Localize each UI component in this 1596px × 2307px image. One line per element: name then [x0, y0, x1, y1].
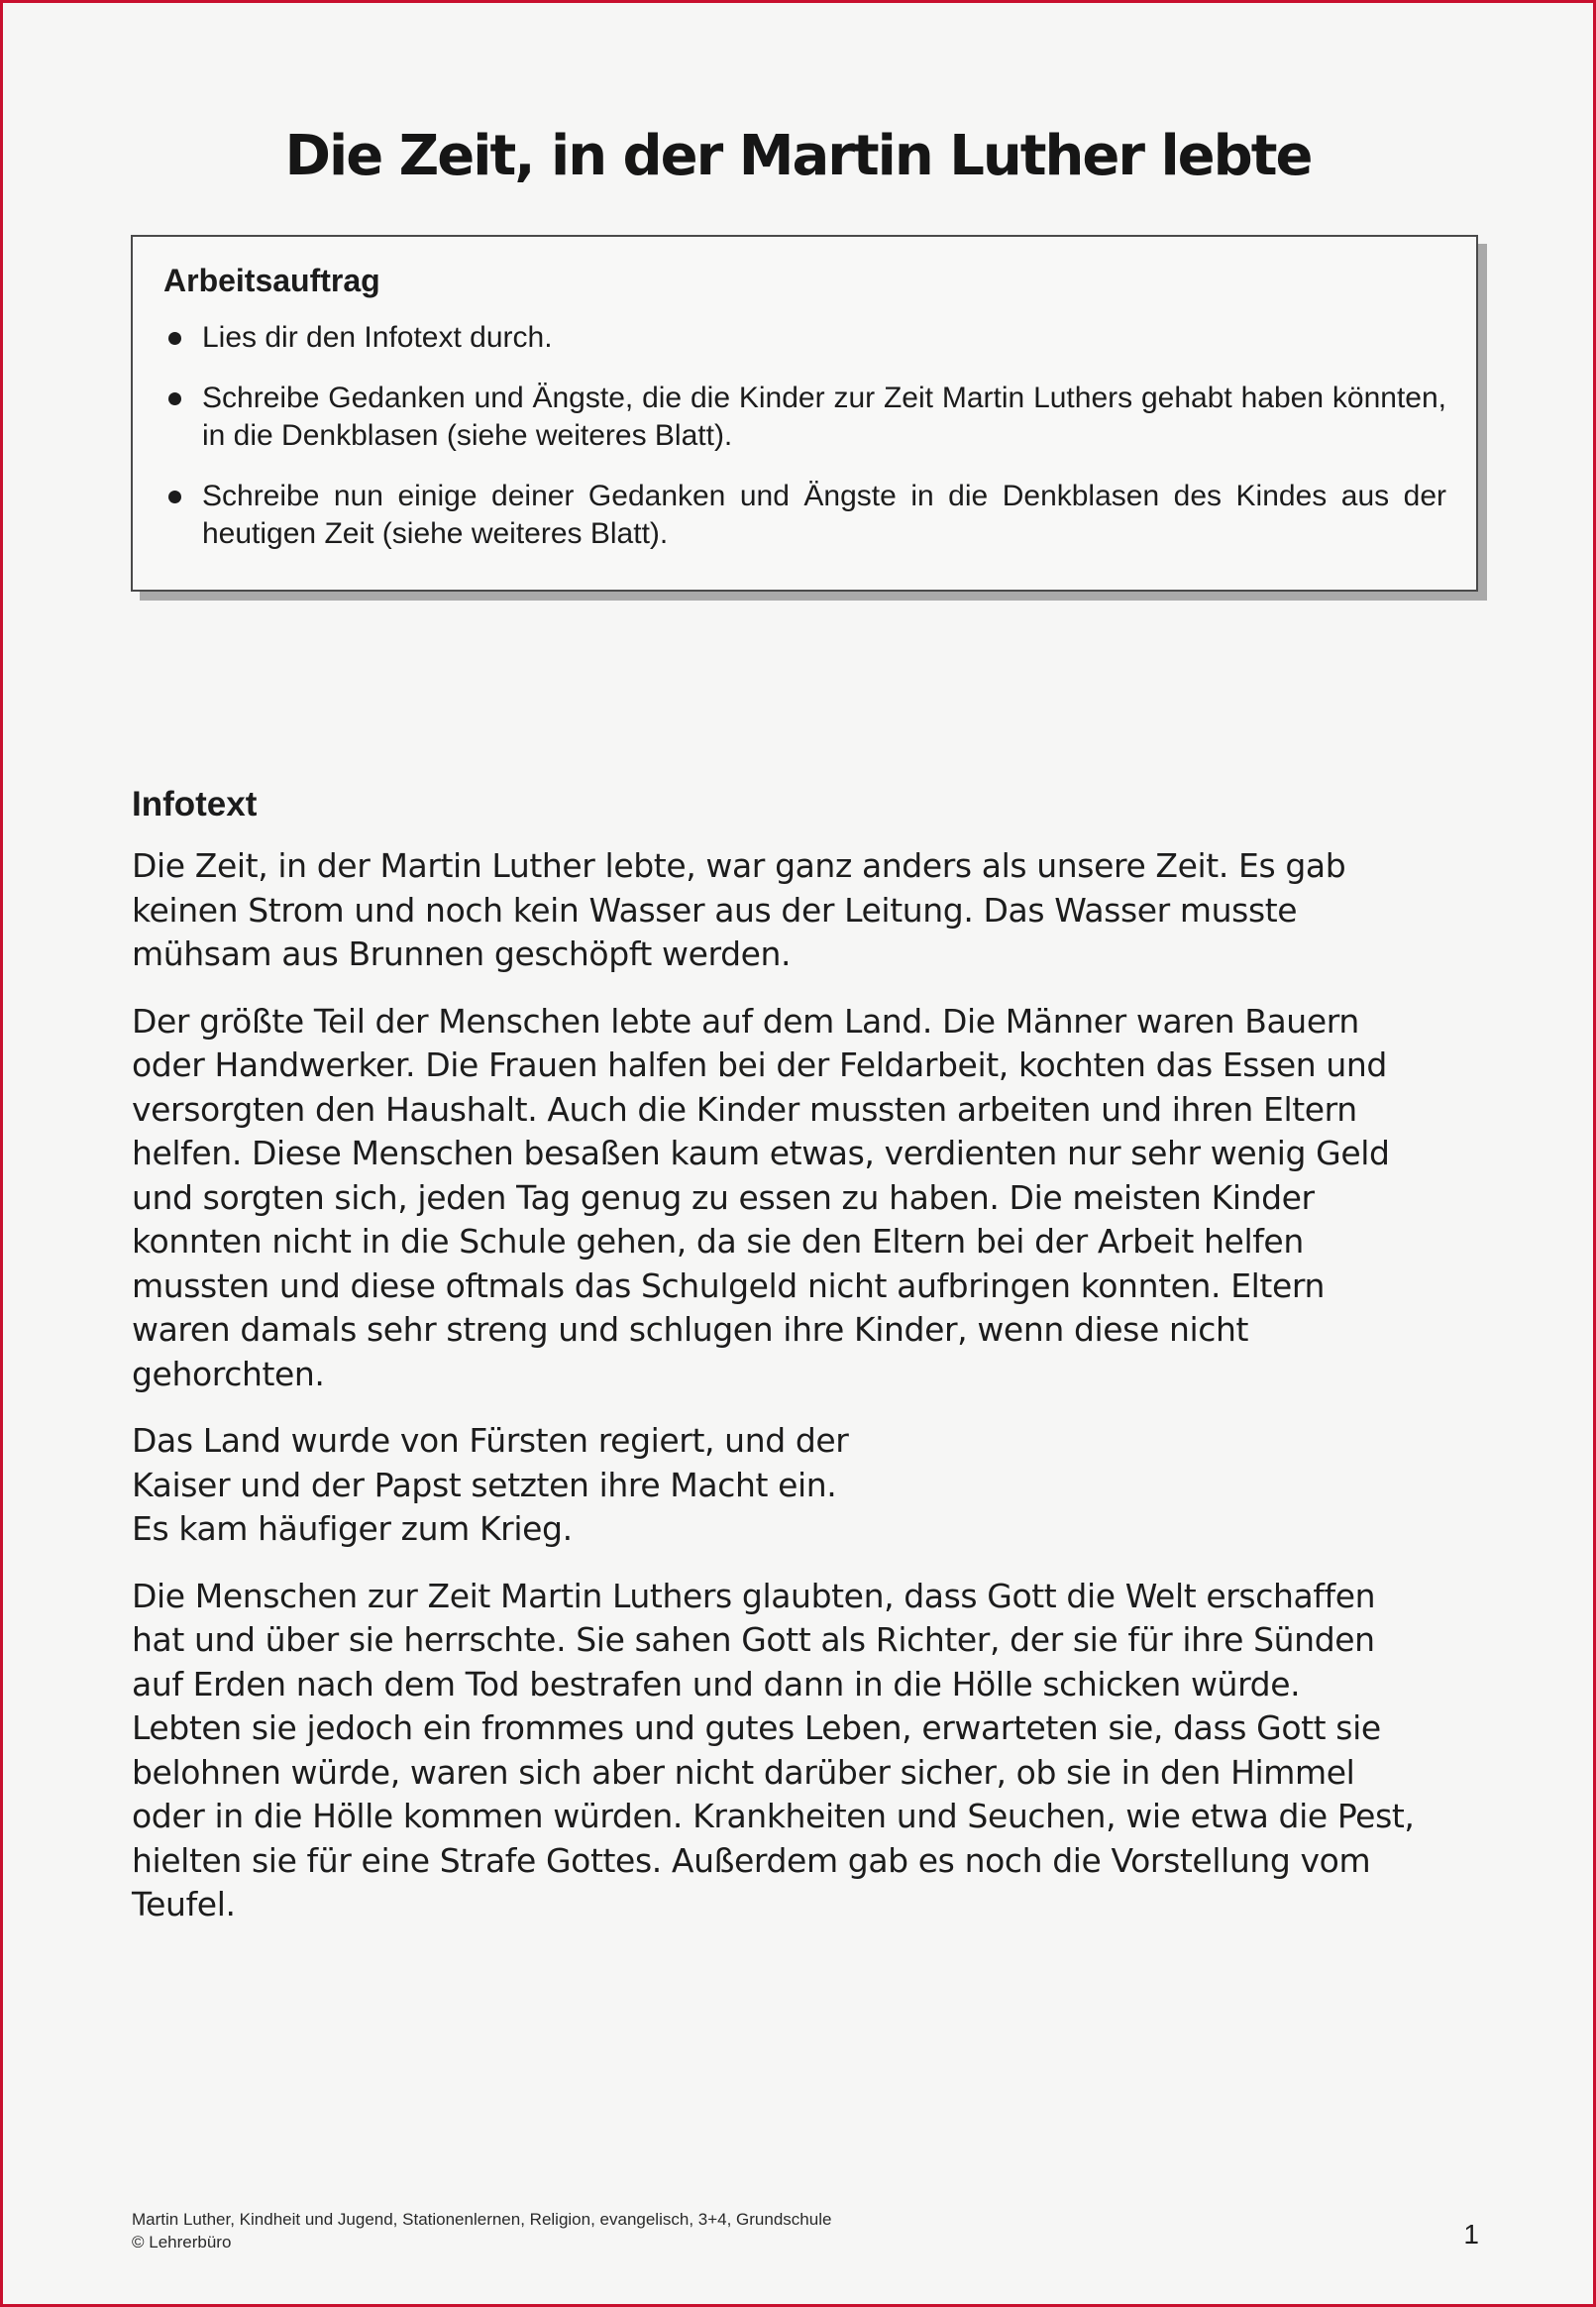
task-item: [163, 380, 1446, 455]
bullet-icon: [168, 392, 181, 405]
task-item: [163, 319, 1446, 357]
task-box: [131, 235, 1478, 592]
footer-copyright: © Lehrerbüro: [132, 2233, 232, 2252]
bullet-icon: [168, 332, 181, 345]
footer-source: Martin Luther, Kindheit und Jugend, Stationenlernen, Religion, evangelisch, 3+4, Grundschule: [132, 2210, 832, 2229]
infotext-paragraph: Der größte Teil der Menschen lebte auf dem Land. Die Männer waren Bauern oder Handwerker. Die Frauen halfen bei der Feldarbeit, kochten das Essen und versorgten den Haushalt. Auch die Kinder mussten arbeiten und ihren Eltern helfen. Diese Menschen besaßen kaum etwas, verdienten nur sehr wenig Geld und sorgten sich, jeden Tag genug zu essen zu haben. Die meisten Kinder konnten nicht in die Schule gehen, da sie den Eltern bei der Arbeit helfen mussten und diese oftmals das Schulgeld nicht aufbringen konnten. Eltern waren damals sehr streng und schlugen ihre Kinder, wenn diese nicht gehorchten.: [132, 1001, 1390, 1393]
task-item-text: Schreibe nun einige deiner Gedanken und Ängste in die Denkblasen des Kindes aus der heutigen Zeit (siehe weiteres Blatt).: [202, 480, 1446, 550]
task-item: [163, 478, 1446, 553]
infotext-heading: Infotext: [132, 785, 258, 824]
page-title: Die Zeit, in der Martin Luther lebte: [284, 124, 1312, 188]
infotext-paragraph: Die Menschen zur Zeit Martin Luthers glaubten, dass Gott die Welt erschaffen hat und über sie herrschte. Sie sahen Gott als Richter, der sie für ihre Sünden auf Erden nach dem Tod bestrafen und dann in die Hölle schicken würde. Lebten sie jedoch ein frommes und gutes Leben, erwarteten sie, dass Gott sie belohnen würde, waren sich aber nicht darüber sicher, ob sie in den Himmel oder in die Hölle kommen würden. Krankheiten und Seuchen, wie etwa die Pest, hielten sie für eine Strafe Gottes. Außerdem gab es noch die Vorstellung vom Teufel.: [132, 1576, 1415, 1923]
footer: [132, 2208, 831, 2253]
task-item-text: Schreibe Gedanken und Ängste, die die Kinder zur Zeit Martin Luthers gehabt haben könnten, in die Denkblasen (siehe weiteres Blatt).: [202, 382, 1446, 452]
task-item-text: Lies dir den Infotext durch.: [202, 321, 553, 354]
infotext-paragraph: Die Zeit, in der Martin Luther lebte, war ganz anders als unsere Zeit. Es gab keinen Strom und noch kein Wasser aus der Leitung. Das Wasser musste mühsam aus Brunnen geschöpft werden.: [132, 846, 1346, 973]
page-number: 1: [1463, 2219, 1479, 2250]
task-heading: Arbeitsauftrag: [163, 263, 380, 298]
task-list: [163, 319, 1446, 553]
bullet-icon: [168, 491, 181, 503]
infotext-section: [132, 780, 1479, 1950]
infotext-paragraph: Das Land wurde von Fürsten regiert, und der Kaiser und der Papst setzten ihre Macht ein. Es kam häufiger zum Krieg.: [132, 1421, 849, 1548]
